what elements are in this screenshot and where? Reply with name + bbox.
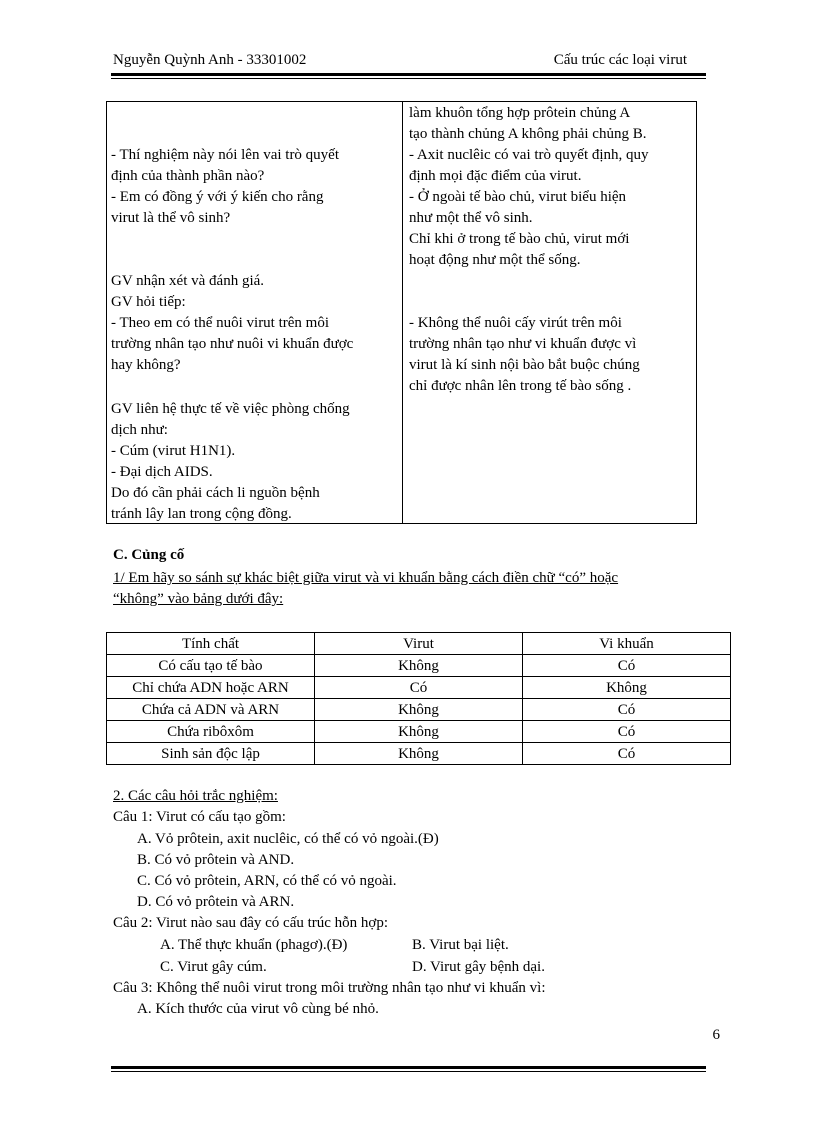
text-line: virut là thể vô sinh? [111, 210, 231, 226]
text-line: - Cúm (virut H1N1). [111, 443, 236, 459]
text-line: tránh lây lan trong cộng đồng. [111, 506, 292, 522]
text-line: hay không? [111, 357, 181, 373]
teacher-block-2 [111, 271, 399, 376]
comparison-table [106, 632, 731, 765]
table-cell: Sinh sản độc lập [107, 743, 315, 765]
text-line: trường nhân tạo như nuôi vi khuẩn được [111, 336, 354, 352]
text-line: - Em có đồng ý với ý kiến cho rằng [111, 189, 324, 205]
table-cell: Có [523, 699, 731, 721]
teacher-block-1 [111, 145, 399, 229]
header-author: Nguyễn Quỳnh Anh - 33301002 [113, 52, 307, 68]
exercise-prompt: 1/ Em hãy so sánh sự khác biệt giữa virut và vi khuẩn bằng cách điền chữ “có” hoặc [113, 570, 619, 586]
text-line: hoạt động như một thể sống. [409, 252, 581, 268]
table-cell: Có [315, 677, 523, 699]
text-line: - Không thể nuôi cấy virút trên môi [409, 315, 622, 331]
table-cell: Chứa ribôxôm [107, 721, 315, 743]
table-row [107, 677, 731, 699]
header-title: Cấu trúc các loại virut [553, 52, 687, 68]
q1-option-d: D. Có vỏ prôtein và ARN. [137, 894, 295, 910]
q2-option-a: A. Thể thực khuẩn (phagơ).(Đ) [160, 937, 348, 953]
table-cell: Có [523, 721, 731, 743]
student-block-1 [409, 103, 693, 271]
table-cell: Có [523, 655, 731, 677]
q1-option-a: A. Vỏ prôtein, axit nuclêic, có thể có vỏ ngoài.(Đ) [137, 831, 439, 847]
q1-option-c: C. Có vỏ prôtein, ARN, có thể có vỏ ngoài. [137, 873, 397, 889]
text-line: Chỉ khi ở trong tế bào chủ, virut mới [409, 231, 630, 247]
table-header-row [107, 633, 731, 655]
text-line: tạo thành chủng A không phải chủng B. [409, 126, 647, 142]
text-line: Do đó cần phải cách li nguồn bệnh [111, 485, 320, 501]
text-line: - Axit nuclêic có vai trò quyết định, quy [409, 147, 649, 163]
quiz-heading: 2. Các câu hỏi trắc nghiệm: [113, 788, 278, 804]
text-line: - Thí nghiệm này nói lên vai trò quyết [111, 147, 340, 163]
column-divider [402, 102, 403, 523]
q2-option-b: B. Virut bại liệt. [412, 937, 509, 953]
table-cell: Chỉ chứa ADN hoặc ARN [107, 677, 315, 699]
footer-rule-thin [111, 1071, 706, 1072]
header-cell: Tính chất [107, 633, 315, 655]
table-row [107, 743, 731, 765]
text-line: định của thành phần nào? [111, 168, 265, 184]
table-cell: Không [315, 699, 523, 721]
text-line: GV liên hệ thực tế về việc phòng chống [111, 401, 350, 417]
table-cell: Chứa cả ADN và ARN [107, 699, 315, 721]
header-rule-thin [111, 78, 706, 79]
header-rule [111, 73, 706, 76]
footer-rule [111, 1066, 706, 1069]
text-line: - Theo em có thể nuôi virut trên môi [111, 315, 330, 331]
question-2: Câu 2: Virut nào sau đây có cấu trúc hỗn hợp: [113, 915, 389, 931]
q2-option-d: D. Virut gây bệnh dại. [412, 959, 545, 975]
student-block-2 [409, 313, 693, 397]
question-1: Câu 1: Virut có cấu tạo gồm: [113, 809, 286, 825]
header-cell: Virut [315, 633, 523, 655]
table-row [107, 655, 731, 677]
text-line: virut là kí sinh nội bào bắt buộc chúng [409, 357, 640, 373]
section-heading: C. Củng cố [113, 547, 185, 563]
page-number: 6 [712, 1027, 720, 1043]
text-line: chỉ được nhân lên trong tế bào sống . [409, 378, 632, 394]
table-row [107, 699, 731, 721]
text-line: như một thể vô sinh. [409, 210, 533, 226]
table-cell: Không [315, 721, 523, 743]
header-cell: Vi khuẩn [523, 633, 731, 655]
text-line: làm khuôn tổng hợp prôtein chủng A [409, 105, 631, 121]
exercise-prompt-cont: “không” vào bảng dưới đây: [113, 591, 284, 607]
table-row [107, 721, 731, 743]
text-line: dịch như: [111, 422, 168, 438]
text-line: - Đại dịch AIDS. [111, 464, 213, 480]
q1-option-b: B. Có vỏ prôtein và AND. [137, 852, 295, 868]
text-line: trường nhân tạo như vi khuẩn được vì [409, 336, 637, 352]
table-cell: Không [315, 743, 523, 765]
question-3: Câu 3: Không thể nuôi virut trong môi trường nhân tạo như vi khuẩn vì: [113, 980, 546, 996]
q3-option-a: A. Kích thước của virut vô cùng bé nhỏ. [137, 1001, 379, 1017]
text-line: GV hỏi tiếp: [111, 294, 186, 310]
text-line: định mọi đặc điểm của virut. [409, 168, 582, 184]
table-cell: Không [315, 655, 523, 677]
table-cell: Có cấu tạo tế bào [107, 655, 315, 677]
teacher-block-3 [111, 399, 399, 525]
q2-option-c: C. Virut gây cúm. [160, 959, 267, 975]
table-cell: Không [523, 677, 731, 699]
table-cell: Có [523, 743, 731, 765]
text-line: - Ở ngoài tế bào chủ, virut biểu hiện [409, 189, 627, 205]
text-line: GV nhận xét và đánh giá. [111, 273, 265, 289]
